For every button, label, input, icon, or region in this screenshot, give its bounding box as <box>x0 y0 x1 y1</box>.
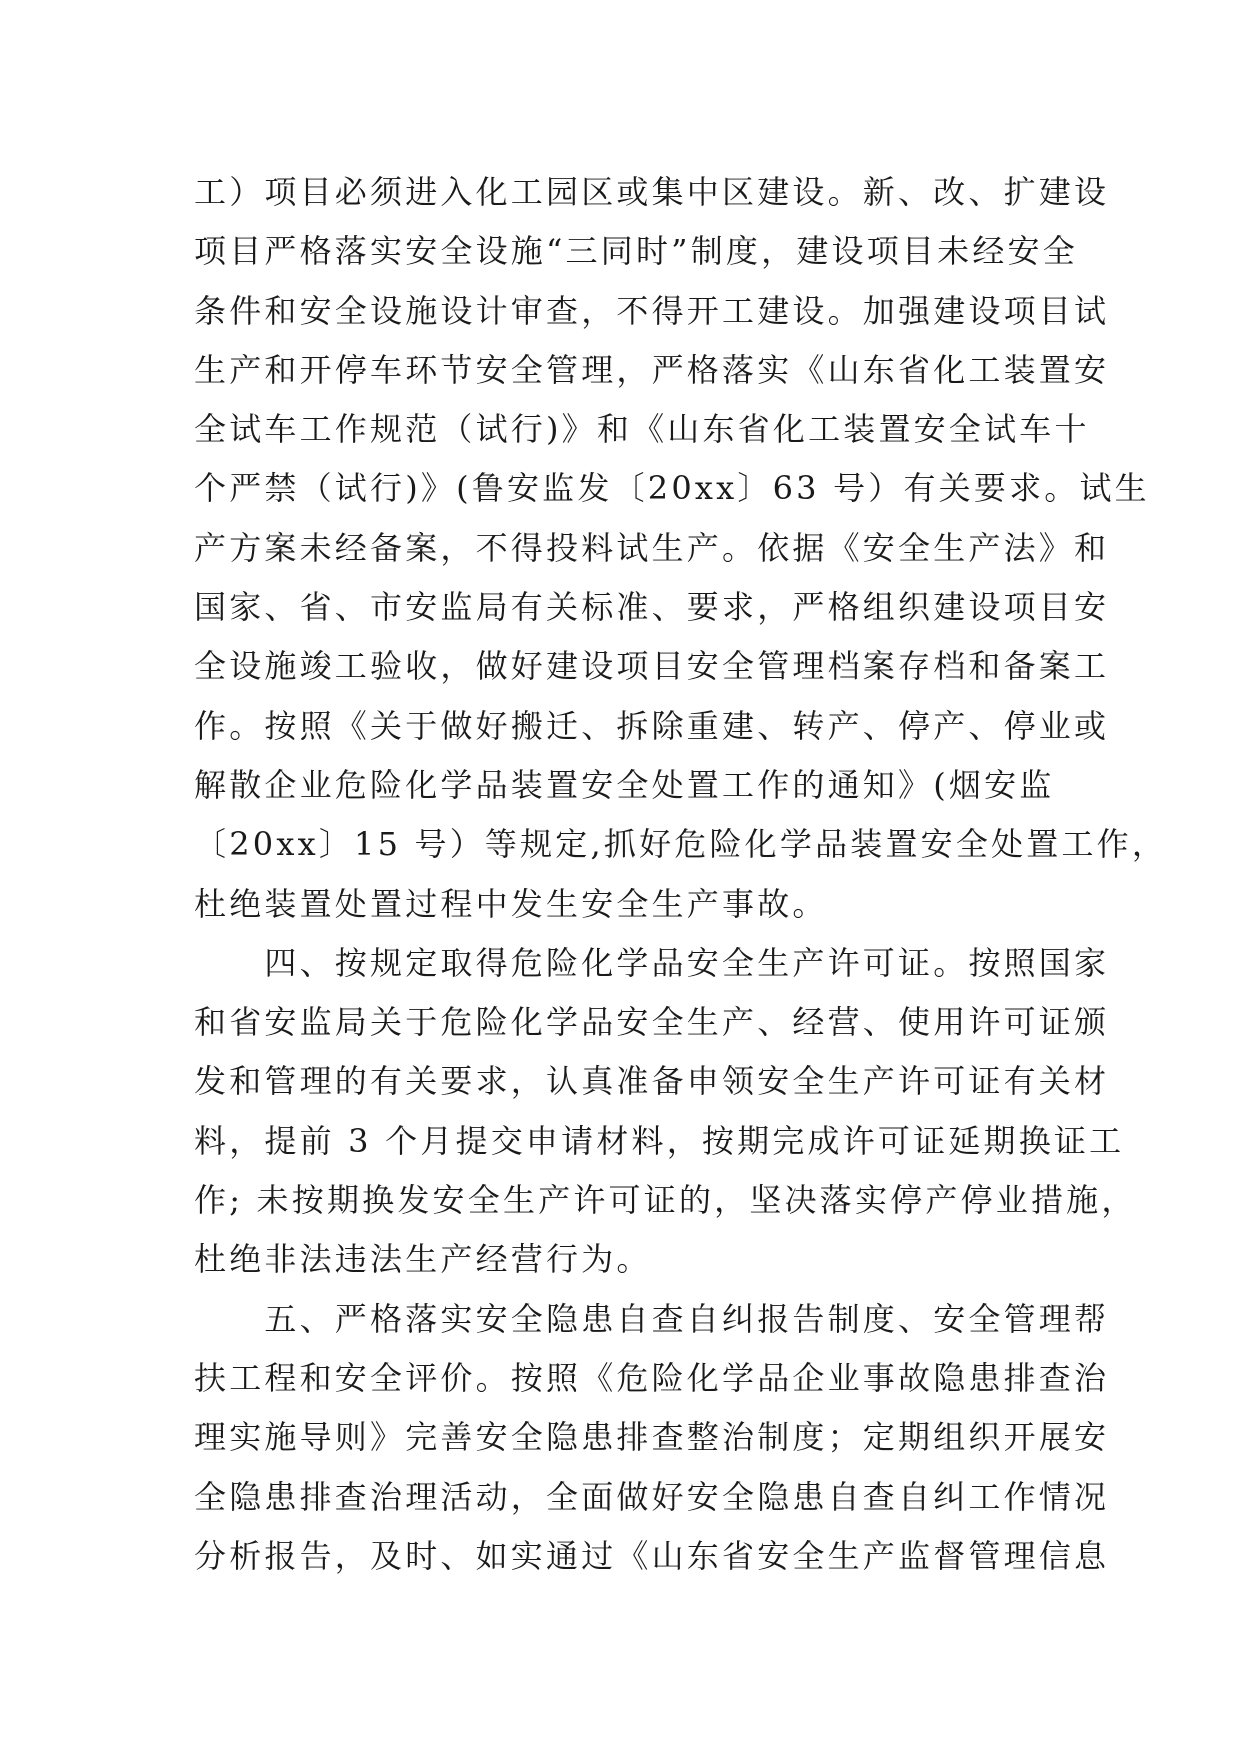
text-line: 国家、省、市安监局有关标准、要求，严格组织建设项目安 <box>194 588 1110 627</box>
text-line: 和省安监局关于危险化学品安全生产、经营、使用许可证颁 <box>194 1003 1110 1042</box>
text-line: 全设施竣工验收，做好建设项目安全管理档案存档和备案工 <box>194 647 1110 686</box>
text-line: 作。按照《关于做好搬迁、拆除重建、转产、停产、停业或 <box>194 706 1110 745</box>
paragraph-2 <box>194 934 1137 1290</box>
text-line: 项目严格落实安全设施“三同时”制度，建设项目未经安全 <box>194 232 1078 271</box>
text-line: 全隐患排查治理活动，全面做好安全隐患自查自纠工作情况 <box>194 1477 1110 1516</box>
paragraph-3 <box>194 1290 1110 1586</box>
text-line: 五、严格落实安全隐患自查自纠报告制度、安全管理帮 <box>194 1299 1110 1338</box>
text-line: 料，提前 3 个月提交申请材料，按期完成许可证延期换证工 <box>194 1121 1125 1160</box>
text-line: 条件和安全设施设计审查，不得开工建设。加强建设项目试 <box>194 291 1110 330</box>
text-line: 生产和开停车环节安全管理，严格落实《山东省化工装置安 <box>194 350 1110 389</box>
body-text <box>194 163 1168 1586</box>
text-line: 理实施导则》完善安全隐患排查整治制度；定期组织开展安 <box>194 1418 1110 1457</box>
text-line: 杜绝装置处置过程中发生安全生产事故。 <box>194 884 828 923</box>
text-line: 扶工程和安全评价。按照《危险化学品企业事故隐患排查治 <box>194 1358 1110 1397</box>
text-line: 〔20xx〕15 号）等规定,抓好危险化学品装置安全处置工作， <box>194 825 1168 864</box>
paragraph-1 <box>194 163 1168 934</box>
text-line: 杜绝非法违法生产经营行为。 <box>194 1240 652 1279</box>
text-line: 发和管理的有关要求，认真准备申领安全生产许可证有关材 <box>194 1062 1110 1101</box>
text-line: 工）项目必须进入化工园区或集中区建设。新、改、扩建设 <box>194 173 1110 211</box>
text-line: 产方案未经备案，不得投料试生产。依据《安全生产法》和 <box>194 528 1110 567</box>
text-line: 四、按规定取得危险化学品安全生产许可证。按照国家 <box>194 943 1110 982</box>
text-line: 个严禁（试行)》(鲁安监发〔20xx〕63 号）有关要求。试生 <box>194 469 1150 508</box>
text-line: 分析报告，及时、如实通过《山东省安全生产监督管理信息 <box>194 1536 1110 1575</box>
text-line: 作; 未按期换发安全生产许可证的，坚决落实停产停业措施， <box>194 1181 1137 1220</box>
text-line: 全试车工作规范（试行)》和《山东省化工装置安全试车十 <box>194 410 1090 449</box>
text-line: 解散企业危险化学品装置安全处置工作的通知》(烟安监 <box>194 765 1055 804</box>
